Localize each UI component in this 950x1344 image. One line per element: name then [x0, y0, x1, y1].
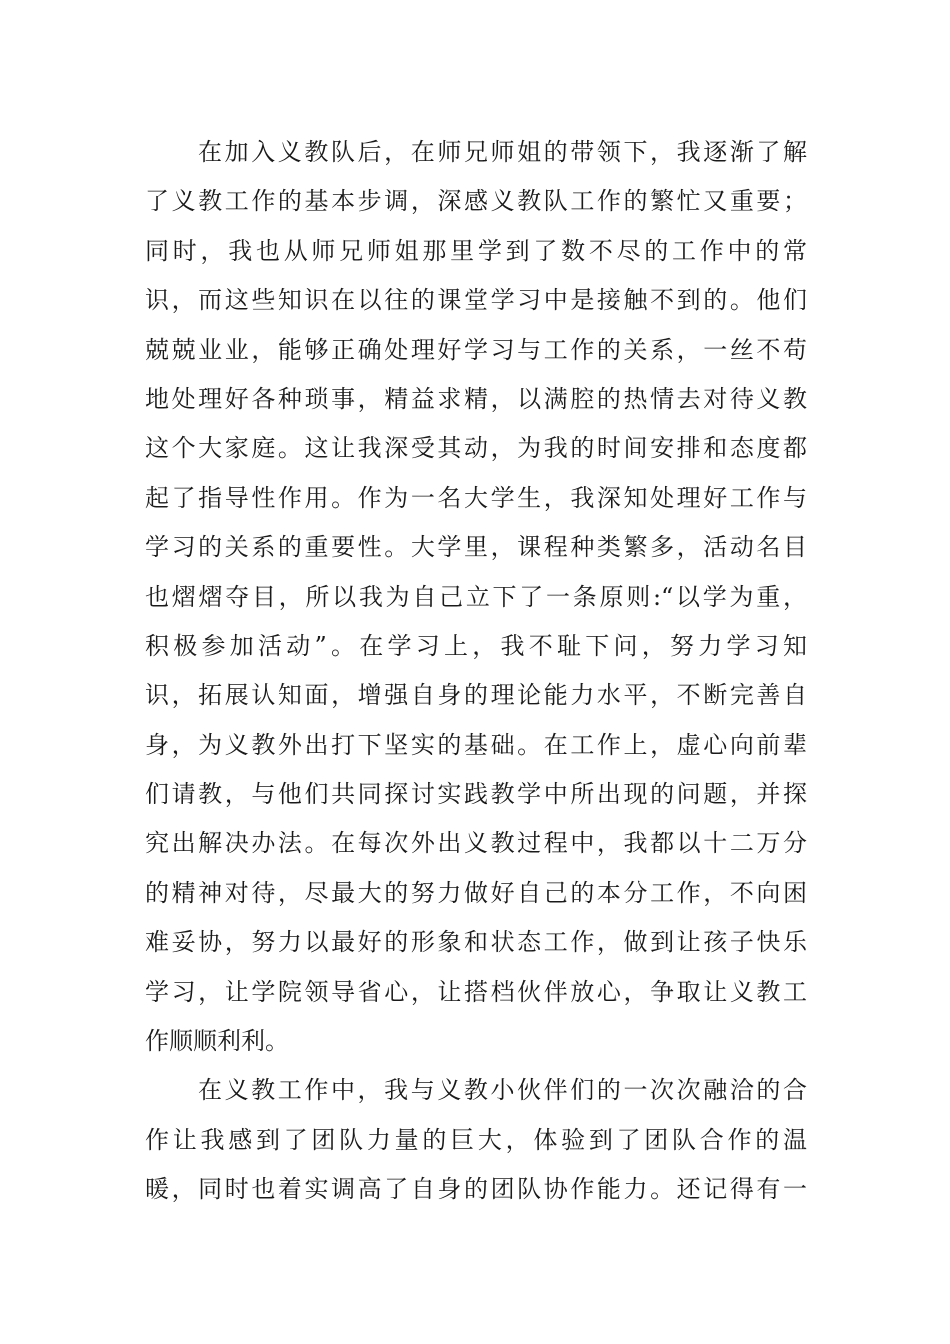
document-body — [145, 128, 807, 1215]
paragraph-line: 作顺顺利利。 — [145, 1027, 289, 1056]
paragraph-2 — [145, 1066, 807, 1214]
paragraph-line: 在加入义教队后，在师兄师姐的带领下，我逐渐了解 — [198, 138, 807, 166]
paragraph-line: 作让我感到了团队力量的巨大，体验到了团队合作的温 — [145, 1125, 807, 1154]
paragraph-line: 这个大家庭。这让我深受其动，为我的时间安排和态度都 — [145, 434, 807, 463]
paragraph-line: 识，而这些知识在以往的课堂学习中是接触不到的。他们 — [145, 286, 807, 315]
paragraph-line: 同时，我也从师兄师姐那里学到了数不尽的工作中的常 — [145, 236, 807, 265]
paragraph-line: 们请教，与他们共同探讨实践教学中所出现的问题，并探 — [145, 780, 807, 809]
paragraph-line: 学习，让学院领导省心，让搭档伙伴放心，争取让义教工 — [145, 977, 807, 1006]
paragraph-line: 学习的关系的重要性。大学里，课程种类繁多，活动名目 — [145, 533, 807, 562]
paragraph-line: 积极参加活动”。在学习上，我不耻下问，努力学习知 — [145, 631, 807, 660]
paragraph-line: 难妥协，努力以最好的形象和状态工作，做到让孩子快乐 — [145, 928, 807, 957]
paragraph-line: 身，为义教外出打下坚实的基础。在工作上，虚心向前辈 — [145, 730, 807, 759]
paragraph-line: 兢兢业业，能够正确处理好学习与工作的关系，一丝不苟 — [145, 335, 807, 364]
paragraph-1 — [145, 128, 807, 1066]
paragraph-line: 识，拓展认知面，增强自身的理论能力水平，不断完善自 — [145, 681, 807, 710]
paragraph-line: 了义教工作的基本步调，深感义教队工作的繁忙又重要； — [145, 187, 807, 216]
paragraph-line: 暖，同时也着实调高了自身的团队协作能力。还记得有一 — [145, 1175, 807, 1204]
paragraph-line: 在义教工作中，我与义教小伙伴们的一次次融洽的合 — [198, 1076, 807, 1105]
paragraph-line: 地处理好各种琐事，精益求精，以满腔的热情去对待义教 — [145, 384, 807, 413]
paragraph-line: 也熠熠夺目，所以我为自己立下了一条原则:“以学为重， — [145, 582, 807, 611]
paragraph-line: 起了指导性作用。作为一名大学生，我深知处理好工作与 — [145, 483, 807, 512]
paragraph-line: 的精神对待，尽最大的努力做好自己的本分工作，不向困 — [145, 878, 807, 907]
paragraph-line: 究出解决办法。在每次外出义教过程中，我都以十二万分 — [145, 829, 807, 858]
